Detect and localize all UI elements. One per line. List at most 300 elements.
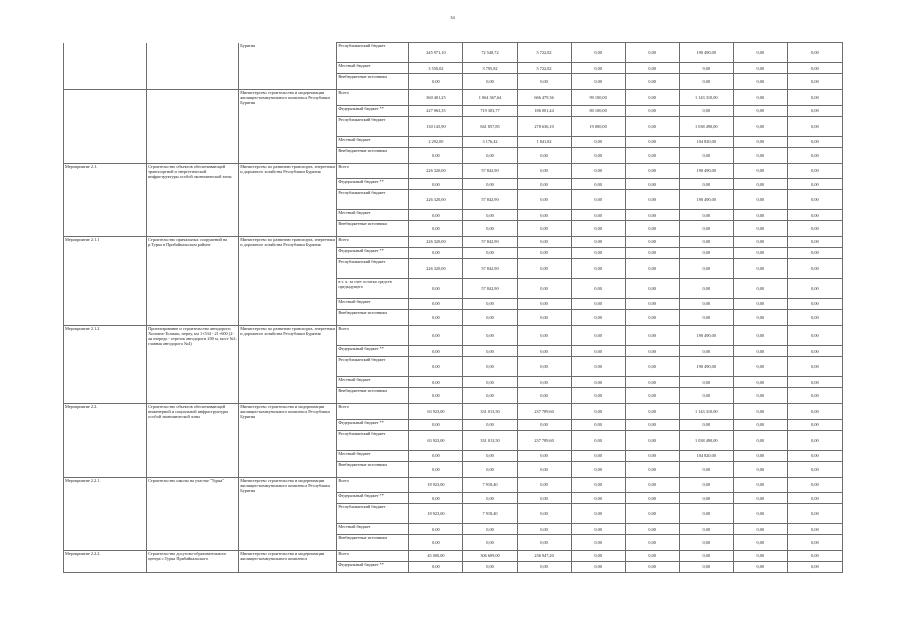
activity-name-cell: Строительство школы на участке "Турка" — [147, 477, 239, 493]
amount-cell: 0,00 — [787, 147, 842, 163]
executor-cell: Министерство по развитию транспорта, энергетики и дорожного хозяйства Республики Бурятия — [239, 163, 337, 179]
amount-cell: 190 490,00 — [679, 357, 733, 377]
amount-cell: 186 001,44 — [517, 105, 571, 116]
amount-cell: 0,00 — [571, 551, 625, 562]
amount-cell: 7 918,40 — [463, 477, 517, 493]
amount-cell: 0,00 — [517, 237, 571, 248]
amount-cell: 0,00 — [625, 258, 679, 278]
funding-source-cell: Внебюджетные источники — [337, 221, 409, 237]
funding-source-cell: Внебюджетные источники — [337, 461, 409, 477]
executor-cell: Министерство строительства и модернизации жилищно-коммунального комплекса — [239, 551, 337, 562]
amount-cell: 0,00 — [625, 247, 679, 258]
funding-source-cell: Республиканский бюджет — [337, 116, 409, 136]
amount-cell: 306 609,00 — [463, 551, 517, 562]
executor-cell — [239, 346, 337, 357]
amount-cell: 63 923,00 — [409, 430, 463, 450]
activity-name-cell — [147, 247, 239, 258]
amount-cell: 0,00 — [463, 210, 517, 221]
activity-id-cell — [64, 210, 147, 221]
executor-cell — [239, 430, 337, 450]
activity-name-cell: Строительство объектов обеспечивающей инженерной и социальной инфраструктуры особой экономической зоны — [147, 404, 239, 420]
amount-cell: 0,00 — [733, 147, 787, 163]
table-row — [64, 163, 843, 179]
activity-id-cell — [64, 278, 147, 298]
amount-cell: 0,00 — [409, 309, 463, 325]
executor-cell — [239, 74, 337, 90]
table-row — [64, 136, 843, 147]
amount-cell: 19 000,00 — [571, 116, 625, 136]
table-row — [64, 63, 843, 74]
amount-cell: 0,00 — [409, 210, 463, 221]
table-row — [64, 461, 843, 477]
amount-cell: 45 000,00 — [409, 551, 463, 562]
amount-cell: 0,00 — [679, 179, 733, 190]
amount-cell: 0,00 — [517, 450, 571, 461]
table-row — [64, 377, 843, 388]
amount-cell: 57 842,90 — [463, 258, 517, 278]
funding-source-cell: в т. ч. за счет остатка средств предыдущего — [337, 278, 409, 298]
amount-cell: 0,00 — [409, 247, 463, 258]
executor-cell — [239, 179, 337, 190]
amount-cell: 0,00 — [463, 535, 517, 551]
amount-cell: 0,00 — [679, 210, 733, 221]
table-row — [64, 221, 843, 237]
amount-cell: 0,00 — [625, 298, 679, 309]
funding-source-cell: Внебюджетные источники — [337, 388, 409, 404]
amount-cell: 0,00 — [625, 493, 679, 504]
funding-source-cell: Республиканский бюджет — [337, 430, 409, 450]
executor-cell — [239, 147, 337, 163]
executor-cell: Министерство по развитию транспорта, энергетики и дорожного хозяйства Республики Бурятия — [240, 237, 335, 247]
funding-source-cell: Всего — [337, 551, 409, 562]
amount-cell: 0,00 — [679, 278, 733, 298]
table-row — [64, 346, 843, 357]
amount-cell: 0,00 — [571, 430, 625, 450]
amount-cell: 0,00 — [571, 404, 625, 420]
table-row — [64, 105, 843, 116]
amount-cell: 0,00 — [409, 325, 463, 346]
amount-cell: 0,00 — [733, 278, 787, 298]
amount-cell: 0,00 — [463, 221, 517, 237]
amount-cell: 0,00 — [463, 388, 517, 404]
activity-name-cell — [147, 63, 239, 74]
amount-cell: 57 842,90 — [463, 163, 517, 179]
amount-cell: 0,00 — [679, 535, 733, 551]
activity-id-cell — [64, 179, 147, 190]
executor-cell — [239, 298, 337, 309]
activity-id-cell — [64, 535, 147, 551]
amount-cell: 0,00 — [787, 163, 842, 179]
executor-cell — [239, 450, 337, 461]
amount-cell: 841 857,85 — [463, 116, 517, 136]
amount-cell: 0,00 — [409, 377, 463, 388]
table-row — [64, 147, 843, 163]
amount-cell: 0,00 — [679, 105, 733, 116]
activity-name-cell — [147, 461, 239, 477]
amount-cell: 0,00 — [679, 504, 733, 524]
page-number: 34 — [450, 15, 455, 20]
executor-cell — [239, 278, 337, 298]
funding-source-cell: Федеральный бюджет ** — [337, 247, 409, 258]
amount-cell: 0,00 — [571, 504, 625, 524]
activity-name-cell — [147, 278, 239, 298]
activity-id-cell — [64, 116, 147, 136]
amount-cell: 0,00 — [463, 357, 517, 377]
activity-name-cell — [147, 43, 239, 63]
amount-cell: 0,00 — [625, 461, 679, 477]
amount-cell: 0,00 — [571, 221, 625, 237]
amount-cell: 0,00 — [571, 357, 625, 377]
funding-source-cell: Федеральный бюджет ** — [337, 493, 409, 504]
amount-cell: 0,00 — [787, 504, 842, 524]
amount-cell: 0,00 — [571, 388, 625, 404]
budget-table-body — [64, 43, 843, 573]
table-row — [64, 325, 843, 346]
table-row — [64, 388, 843, 404]
amount-cell: 0,00 — [571, 524, 625, 535]
amount-cell: 0,00 — [571, 461, 625, 477]
amount-cell: 0,00 — [463, 493, 517, 504]
amount-cell: 0,00 — [625, 147, 679, 163]
amount-cell: 0,00 — [787, 179, 842, 190]
amount-cell: 0,00 — [787, 136, 842, 147]
amount-cell: 0,00 — [787, 551, 842, 562]
activity-id-cell: Мероприятие 2.1.2 — [64, 325, 147, 346]
amount-cell: 0,00 — [625, 404, 679, 420]
amount-cell: 0,00 — [517, 561, 571, 572]
amount-cell: 0,00 — [787, 524, 842, 535]
activity-name-cell: Строительство причальных сооружений на р.Турка в Прибайкальском районе — [147, 237, 239, 248]
funding-source-cell: Местный бюджет — [337, 298, 409, 309]
amount-cell: 190 490,00 — [679, 43, 733, 63]
amount-cell: 0,00 — [733, 461, 787, 477]
activity-name-cell — [147, 357, 239, 377]
activity-name-cell — [147, 388, 239, 404]
executor-cell — [239, 63, 337, 74]
amount-cell: 0,00 — [517, 210, 571, 221]
amount-cell: 0,00 — [679, 551, 733, 562]
funding-source-cell: Внебюджетные источники — [337, 309, 409, 325]
table-row — [64, 278, 843, 298]
amount-cell: 0,00 — [517, 278, 571, 298]
amount-cell: 0,00 — [679, 74, 733, 90]
amount-cell: 0,00 — [733, 105, 787, 116]
amount-cell: 0,00 — [787, 90, 842, 106]
amount-cell: 236 947,20 — [517, 551, 571, 562]
amount-cell: 0,00 — [679, 461, 733, 477]
amount-cell: 18 923,00 — [409, 477, 463, 493]
amount-cell: 0,00 — [787, 105, 842, 116]
amount-cell: 1 038 490,00 — [679, 116, 733, 136]
amount-cell: 0,00 — [787, 74, 842, 90]
amount-cell: 0,00 — [517, 461, 571, 477]
funding-source-cell: Внебюджетные источники — [337, 535, 409, 551]
activity-id-cell — [64, 388, 147, 404]
amount-cell: 0,00 — [625, 524, 679, 535]
amount-cell: 0,00 — [733, 493, 787, 504]
amount-cell: 0,00 — [625, 377, 679, 388]
amount-cell: 0,00 — [787, 461, 842, 477]
activity-name-cell — [147, 377, 239, 388]
amount-cell: 0,00 — [679, 419, 733, 430]
activity-name-cell — [147, 221, 239, 237]
amount-cell: 0,00 — [625, 430, 679, 450]
table-row — [64, 551, 843, 562]
funding-source-cell: Местный бюджет — [337, 377, 409, 388]
amount-cell: 0,00 — [571, 179, 625, 190]
amount-cell: 0,00 — [625, 504, 679, 524]
amount-cell: 5 722,82 — [517, 63, 571, 74]
activity-name-cell: Строительство объектов обеспечивающей транспортной и энергетической инфраструктуры особой экономической зоны — [147, 163, 239, 179]
activity-id-cell — [64, 136, 147, 147]
activity-id-cell — [64, 346, 147, 357]
amount-cell: 0,00 — [733, 179, 787, 190]
activity-id-cell — [64, 504, 147, 524]
activity-name-cell — [147, 450, 239, 461]
amount-cell: 0,00 — [625, 43, 679, 63]
executor-cell — [239, 210, 337, 221]
amount-cell: 0,00 — [679, 258, 733, 278]
table-row — [64, 419, 843, 430]
table-row — [64, 357, 843, 377]
amount-cell: 0,00 — [463, 461, 517, 477]
amount-cell: 0,00 — [625, 136, 679, 147]
amount-cell: 0,00 — [571, 450, 625, 461]
executor-cell: Бурятия — [239, 43, 337, 63]
amount-cell: 0,00 — [679, 524, 733, 535]
amount-cell: 3 795,82 — [463, 63, 517, 74]
amount-cell: 0,00 — [571, 190, 625, 210]
amount-cell: 0,00 — [625, 179, 679, 190]
table-row — [64, 43, 843, 63]
amount-cell: 0,00 — [733, 524, 787, 535]
amount-cell: 0,00 — [625, 74, 679, 90]
amount-cell: 0,00 — [733, 136, 787, 147]
amount-cell: 1 143 310,00 — [679, 404, 733, 420]
amount-cell: 0,00 — [463, 325, 517, 346]
executor-cell — [239, 258, 337, 278]
amount-cell: 0,00 — [409, 179, 463, 190]
amount-cell: 99 100,00 — [571, 90, 625, 106]
table-row — [64, 237, 843, 248]
amount-cell: 0,00 — [517, 535, 571, 551]
funding-source-cell: Внебюджетные источники — [337, 74, 409, 90]
amount-cell: 0,00 — [517, 179, 571, 190]
amount-cell: 0,00 — [571, 477, 625, 493]
activity-name-cell — [147, 258, 239, 278]
activity-id-cell — [64, 247, 147, 258]
amount-cell: 0,00 — [409, 535, 463, 551]
amount-cell: 0,00 — [571, 377, 625, 388]
table-row — [64, 524, 843, 535]
amount-cell: 0,00 — [733, 210, 787, 221]
activity-id-cell: Мероприятие 2.2. — [64, 404, 147, 420]
funding-source-cell: Республиканский бюджет — [337, 504, 409, 524]
amount-cell: 0,00 — [517, 357, 571, 377]
amount-cell: 0,00 — [625, 237, 679, 248]
amount-cell: 0,00 — [409, 561, 463, 572]
amount-cell: 227 963,35 — [409, 105, 463, 116]
activity-id-cell — [64, 63, 147, 74]
amount-cell: 0,00 — [409, 74, 463, 90]
amount-cell: 190 490,00 — [679, 190, 733, 210]
table-row — [64, 90, 843, 106]
amount-cell: 0,00 — [463, 524, 517, 535]
amount-cell: 0,00 — [787, 493, 842, 504]
amount-cell: 0,00 — [733, 63, 787, 74]
funding-source-cell: Федеральный бюджет ** — [337, 561, 409, 572]
amount-cell: 0,00 — [787, 258, 842, 278]
executor-cell — [239, 561, 337, 572]
amount-cell: 0,00 — [679, 298, 733, 309]
amount-cell: 0,00 — [787, 346, 842, 357]
activity-id-cell — [64, 461, 147, 477]
amount-cell: 104 820,00 — [679, 450, 733, 461]
amount-cell: 0,00 — [679, 377, 733, 388]
amount-cell: 226 320,00 — [409, 190, 463, 210]
amount-cell: 0,00 — [571, 535, 625, 551]
table-row — [64, 309, 843, 325]
amount-cell: 0,00 — [625, 419, 679, 430]
executor-cell — [239, 221, 337, 237]
amount-cell: 0,00 — [625, 535, 679, 551]
activity-name-cell — [147, 346, 239, 357]
amount-cell: 0,00 — [733, 163, 787, 179]
table-row — [64, 116, 843, 136]
amount-cell: 0,00 — [733, 357, 787, 377]
amount-cell: 0,00 — [517, 309, 571, 325]
executor-cell — [239, 136, 337, 147]
amount-cell: 0,00 — [787, 278, 842, 298]
amount-cell: 0,00 — [733, 535, 787, 551]
amount-cell: 0,00 — [787, 377, 842, 388]
amount-cell: 226 320,00 — [409, 237, 463, 248]
funding-source-cell: Местный бюджет — [337, 136, 409, 147]
amount-cell: 0,00 — [733, 346, 787, 357]
amount-cell: 0,00 — [571, 561, 625, 572]
executor-cell: Министерство строительства и модернизации жилищно-коммунального комплекса Республики Бурятия — [239, 90, 337, 106]
amount-cell: 0,00 — [733, 74, 787, 90]
executor-cell — [239, 419, 337, 430]
amount-cell: 0,00 — [787, 450, 842, 461]
amount-cell: 0,00 — [787, 210, 842, 221]
amount-cell: 0,00 — [571, 247, 625, 258]
funding-source-cell: Федеральный бюджет ** — [337, 419, 409, 430]
amount-cell: 0,00 — [733, 298, 787, 309]
amount-cell: 0,00 — [733, 247, 787, 258]
amount-cell: 0,00 — [625, 309, 679, 325]
amount-cell: 3 176,42 — [463, 136, 517, 147]
amount-cell: 0,00 — [733, 258, 787, 278]
amount-cell: 0,00 — [679, 309, 733, 325]
executor-cell: Министерство строительства и модернизации жилищно-коммунального комплекса Республики Бурятия — [239, 404, 337, 420]
activity-name-cell — [147, 136, 239, 147]
funding-source-cell: Всего — [337, 325, 409, 346]
amount-cell: 0,00 — [787, 535, 842, 551]
table-row — [64, 535, 843, 551]
amount-cell: 5 722,82 — [517, 43, 571, 63]
activity-name-cell — [147, 504, 239, 524]
amount-cell: 0,00 — [517, 74, 571, 90]
amount-cell: 719 303,77 — [463, 105, 517, 116]
amount-cell: 0,00 — [733, 90, 787, 106]
amount-cell: 0,00 — [787, 404, 842, 420]
activity-id-cell — [64, 493, 147, 504]
table-row — [64, 561, 843, 572]
funding-source-cell: Республиканский бюджет — [337, 43, 409, 63]
activity-id-cell — [64, 298, 147, 309]
amount-cell: 72 548,72 — [463, 43, 517, 63]
amount-cell: 0,00 — [571, 147, 625, 163]
amount-cell: 0,00 — [679, 493, 733, 504]
activity-id-cell — [64, 258, 147, 278]
amount-cell: 57 842,90 — [463, 278, 517, 298]
table-row — [64, 430, 843, 450]
amount-cell: 0,00 — [517, 163, 571, 179]
amount-cell: 0,00 — [733, 551, 787, 562]
executor-cell — [239, 461, 337, 477]
amount-cell: 0,00 — [733, 450, 787, 461]
amount-cell: 18 923,00 — [409, 504, 463, 524]
amount-cell: 666 479,36 — [517, 90, 571, 106]
amount-cell: 57 842,90 — [463, 190, 517, 210]
amount-cell: 0,00 — [787, 190, 842, 210]
amount-cell: 0,00 — [625, 325, 679, 346]
amount-cell: 237 789,60 — [517, 430, 571, 450]
executor-cell — [239, 524, 337, 535]
amount-cell: 0,00 — [571, 419, 625, 430]
funding-source-cell: Федеральный бюджет ** — [337, 346, 409, 357]
activity-id-cell: Мероприятие 2.1. — [64, 163, 147, 179]
activity-name-cell — [147, 105, 239, 116]
table-row — [64, 190, 843, 210]
executor-cell — [239, 190, 337, 210]
amount-cell: 0,00 — [409, 147, 463, 163]
amount-cell: 226 320,00 — [409, 163, 463, 179]
funding-source-cell: Всего — [337, 404, 409, 420]
amount-cell: 0,00 — [571, 63, 625, 74]
amount-cell: 0,00 — [625, 163, 679, 179]
amount-cell: 0,00 — [733, 388, 787, 404]
activity-id-cell — [64, 430, 147, 450]
amount-cell: 0,00 — [571, 74, 625, 90]
executor-cell — [239, 377, 337, 388]
amount-cell: 0,00 — [625, 221, 679, 237]
activity-name-cell — [147, 561, 239, 572]
executor-cell: Министерство по развитию транспорта, энергетики и дорожного хозяйства Республики Бурятия — [239, 325, 337, 346]
amount-cell: 0,00 — [625, 190, 679, 210]
amount-cell: 0,00 — [625, 346, 679, 357]
amount-cell: 9,00 — [679, 63, 733, 74]
amount-cell: 0,00 — [409, 298, 463, 309]
amount-cell: 0,00 — [571, 163, 625, 179]
amount-cell: 0,00 — [571, 298, 625, 309]
activity-name-cell — [147, 210, 239, 221]
amount-cell: 0,00 — [517, 325, 571, 346]
amount-cell: 0,00 — [625, 561, 679, 572]
activity-id-cell — [64, 221, 147, 237]
amount-cell: 0,00 — [571, 309, 625, 325]
amount-cell: 0,00 — [463, 147, 517, 163]
activity-id-cell — [64, 524, 147, 535]
amount-cell: 0,00 — [787, 477, 842, 493]
activity-id-cell — [64, 309, 147, 325]
amount-cell: 0,00 — [517, 419, 571, 430]
activity-name-cell — [147, 116, 239, 136]
amount-cell: 0,00 — [571, 210, 625, 221]
activity-name-cell — [147, 179, 239, 190]
amount-cell: 0,00 — [625, 388, 679, 404]
